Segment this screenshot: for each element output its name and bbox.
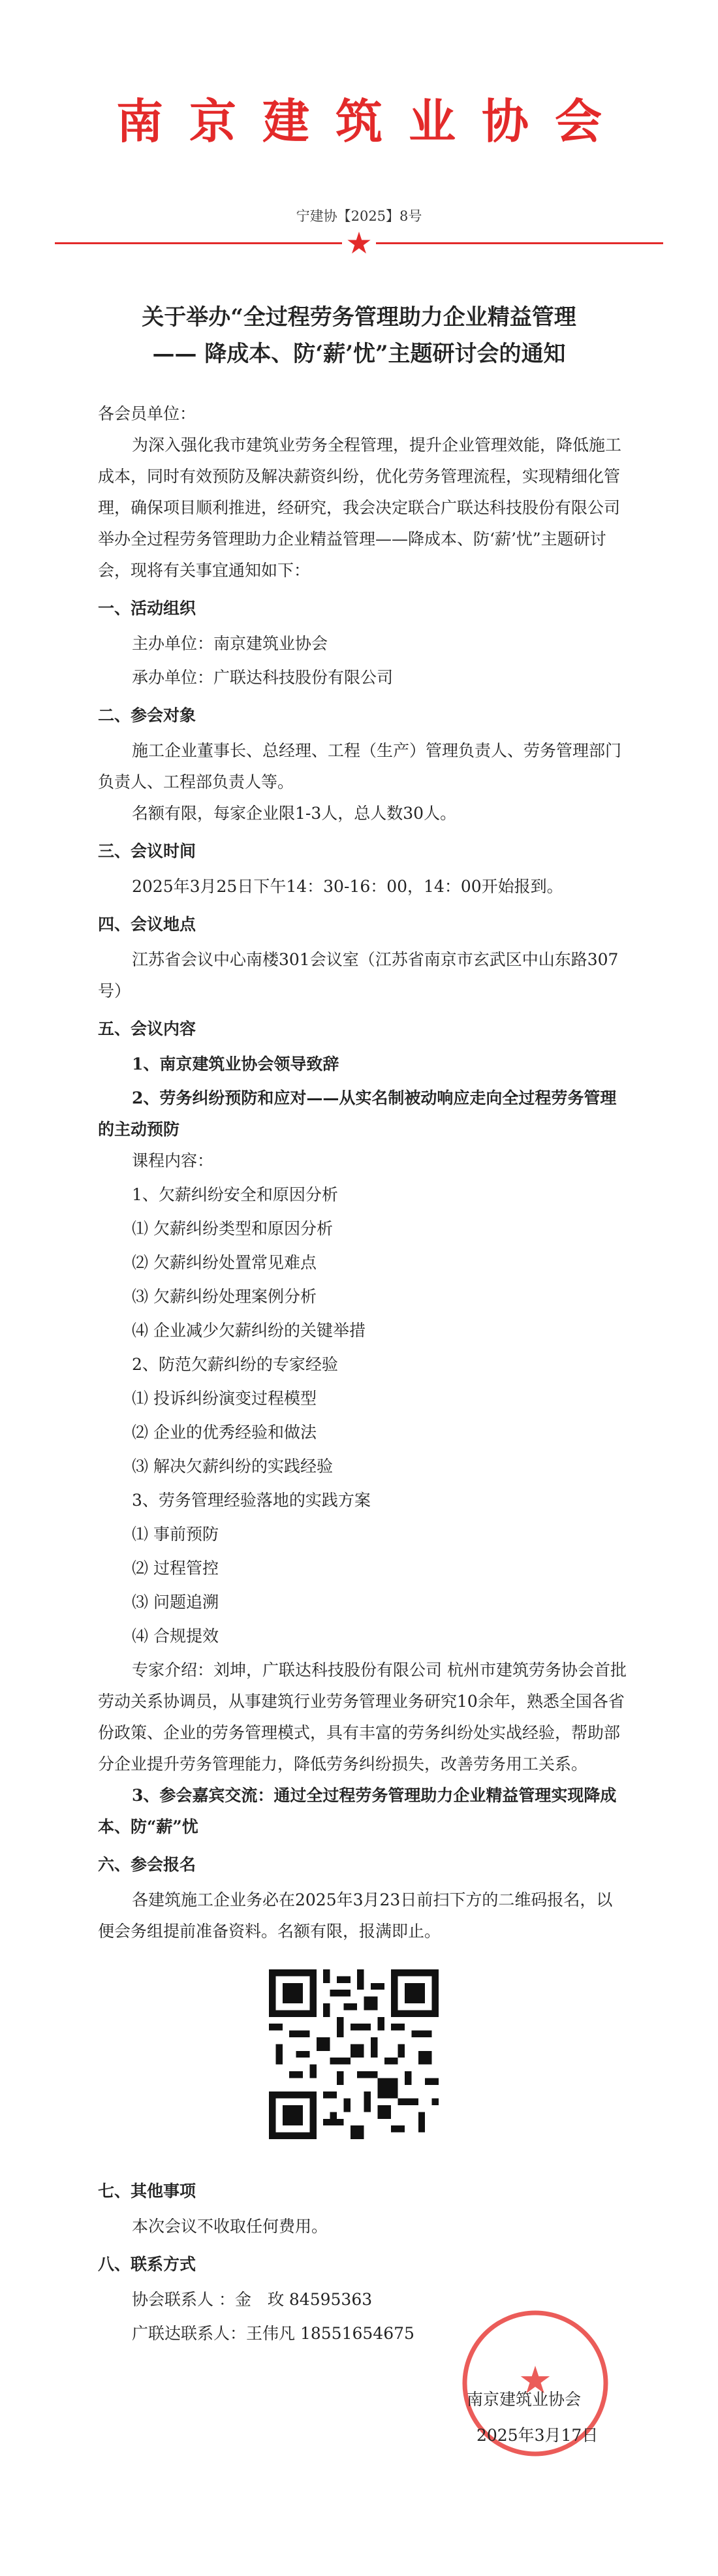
svg-text:★: ★	[518, 2358, 552, 2402]
course-part-2-3: ⑶ 解决欠薪纠纷的实践经验	[132, 1457, 333, 1476]
section-heading-other: 七、其他事项	[98, 2182, 196, 2201]
signature-org: 南京建筑业协会	[467, 2390, 582, 2409]
divider-right	[376, 242, 663, 244]
meeting-time: 2025年3月25日下午14：30-16：00，14：00开始报到。	[132, 877, 563, 896]
course-part-1-2: ⑵ 欠薪纠纷处置常见难点	[132, 1253, 317, 1272]
content-item-2: 2、劳务纠纷预防和应对——从实名制被动响应走向全过程劳务管理的主动预防	[98, 1089, 617, 1139]
course-part-3-3: ⑶ 问题追溯	[132, 1593, 219, 1612]
content-item-3: 3、参会嘉宾交流：通过全过程劳务管理助力企业精益管理实现降成本、防“薪”忧	[98, 1786, 617, 1836]
course-part-2-1: ⑴ 投诉纠纷演变过程模型	[132, 1389, 317, 1408]
section-heading-content: 五、会议内容	[98, 1019, 196, 1038]
expert-introduction: 专家介绍：刘坤，广联达科技股份有限公司 杭州市建筑劳务协会首批劳动关系协调员，从事建筑行业劳务管理业务研究10余年，熟悉全国各省份政策、企业的劳务管理模式，具有丰富的劳务纠纷处实战经验，帮助部分企业提升劳务管理能力，降低劳务纠纷损失，改善劳务用工关系。	[98, 1661, 627, 1773]
contact-association: 协会联系人 ：金 玫 84595363	[132, 2290, 373, 2309]
qr-code-icon[interactable]	[269, 1969, 439, 2139]
salutation: 各会员单位：	[98, 404, 196, 423]
organizer: 主办单位：南京建筑业协会	[132, 634, 328, 653]
course-part-3-1: ⑴ 事前预防	[132, 1525, 219, 1544]
course-label: 课程内容：	[132, 1151, 214, 1170]
attendee-quota: 名额有限，每家企业限1-3人，总人数30人。	[132, 804, 457, 823]
intro-paragraph: 为深入强化我市建筑业劳务全程管理，提升企业管理效能，降低施工成本，同时有效预防及解决薪资纠纷，优化劳务管理流程，实现精细化管理，确保项目顺利推进，经研究，我会决定联合广联达科技股份有限公司举办全过程劳务管理助力企业精益管理——降成本、防‘薪’忧”主题研讨会，现将有关事宜通知如下：	[98, 436, 622, 580]
org-name: 南京建筑业协会	[116, 93, 628, 149]
title-line-2: —— 降成本、防‘薪’忧”主题研讨会的通知	[152, 341, 566, 367]
star-icon: ★	[345, 225, 373, 261]
course-part-1-4: ⑷ 企业减少欠薪纠纷的关键举措	[132, 1321, 366, 1340]
contact-glodon: 广联达联系人：王伟凡 18551654675	[132, 2324, 414, 2343]
registration-text: 各建筑施工企业务必在2025年3月23日前扫下方的二维码报名，以便会务组提前准备资料。名额有限，报满即止。	[98, 1890, 613, 1941]
course-part-1: 1、欠薪纠纷安全和原因分析	[132, 1185, 338, 1204]
divider-left	[55, 242, 342, 244]
course-part-1-3: ⑶ 欠薪纠纷处理案例分析	[132, 1287, 317, 1306]
course-part-2-2: ⑵ 企业的优秀经验和做法	[132, 1423, 317, 1442]
section-heading-time: 三、会议时间	[98, 842, 196, 861]
notice-body	[98, 398, 627, 2352]
title-line-1: 关于举办“全过程劳务管理助力企业精益管理	[142, 304, 576, 330]
section-heading-organization: 一、活动组织	[98, 599, 196, 618]
course-part-3-2: ⑵ 过程管控	[132, 1559, 219, 1578]
section-heading-contact: 八、联系方式	[98, 2255, 196, 2274]
content-item-1: 1、南京建筑业协会领导致辞	[132, 1055, 339, 1073]
signature-date: 2025年3月17日	[476, 2426, 599, 2445]
section-heading-registration: 六、参会报名	[98, 1855, 196, 1874]
section-heading-place: 四、会议地点	[98, 915, 196, 934]
co-organizer: 承办单位：广联达科技股份有限公司	[132, 668, 394, 687]
course-part-1-1: ⑴ 欠薪纠纷类型和原因分析	[132, 1219, 333, 1238]
document-number: 宁建协【2025】8号	[296, 208, 422, 224]
notice-title	[0, 299, 718, 372]
meeting-place: 江苏省会议中心南楼301会议室（江苏省南京市玄武区中山东路307号）	[98, 950, 619, 1000]
section-heading-attendees: 二、参会对象	[98, 706, 196, 725]
course-part-2: 2、防范欠薪纠纷的专家经验	[132, 1355, 338, 1374]
attendee-target: 施工企业董事长、总经理、工程（生产）管理负责人、劳务管理部门负责人、工程部负责人等。	[98, 741, 622, 791]
other-matters-text: 本次会议不收取任何费用。	[132, 2217, 328, 2236]
course-part-3-4: ⑷ 合规提效	[132, 1627, 219, 1646]
course-part-3: 3、劳务管理经验落地的实践方案	[132, 1491, 371, 1510]
